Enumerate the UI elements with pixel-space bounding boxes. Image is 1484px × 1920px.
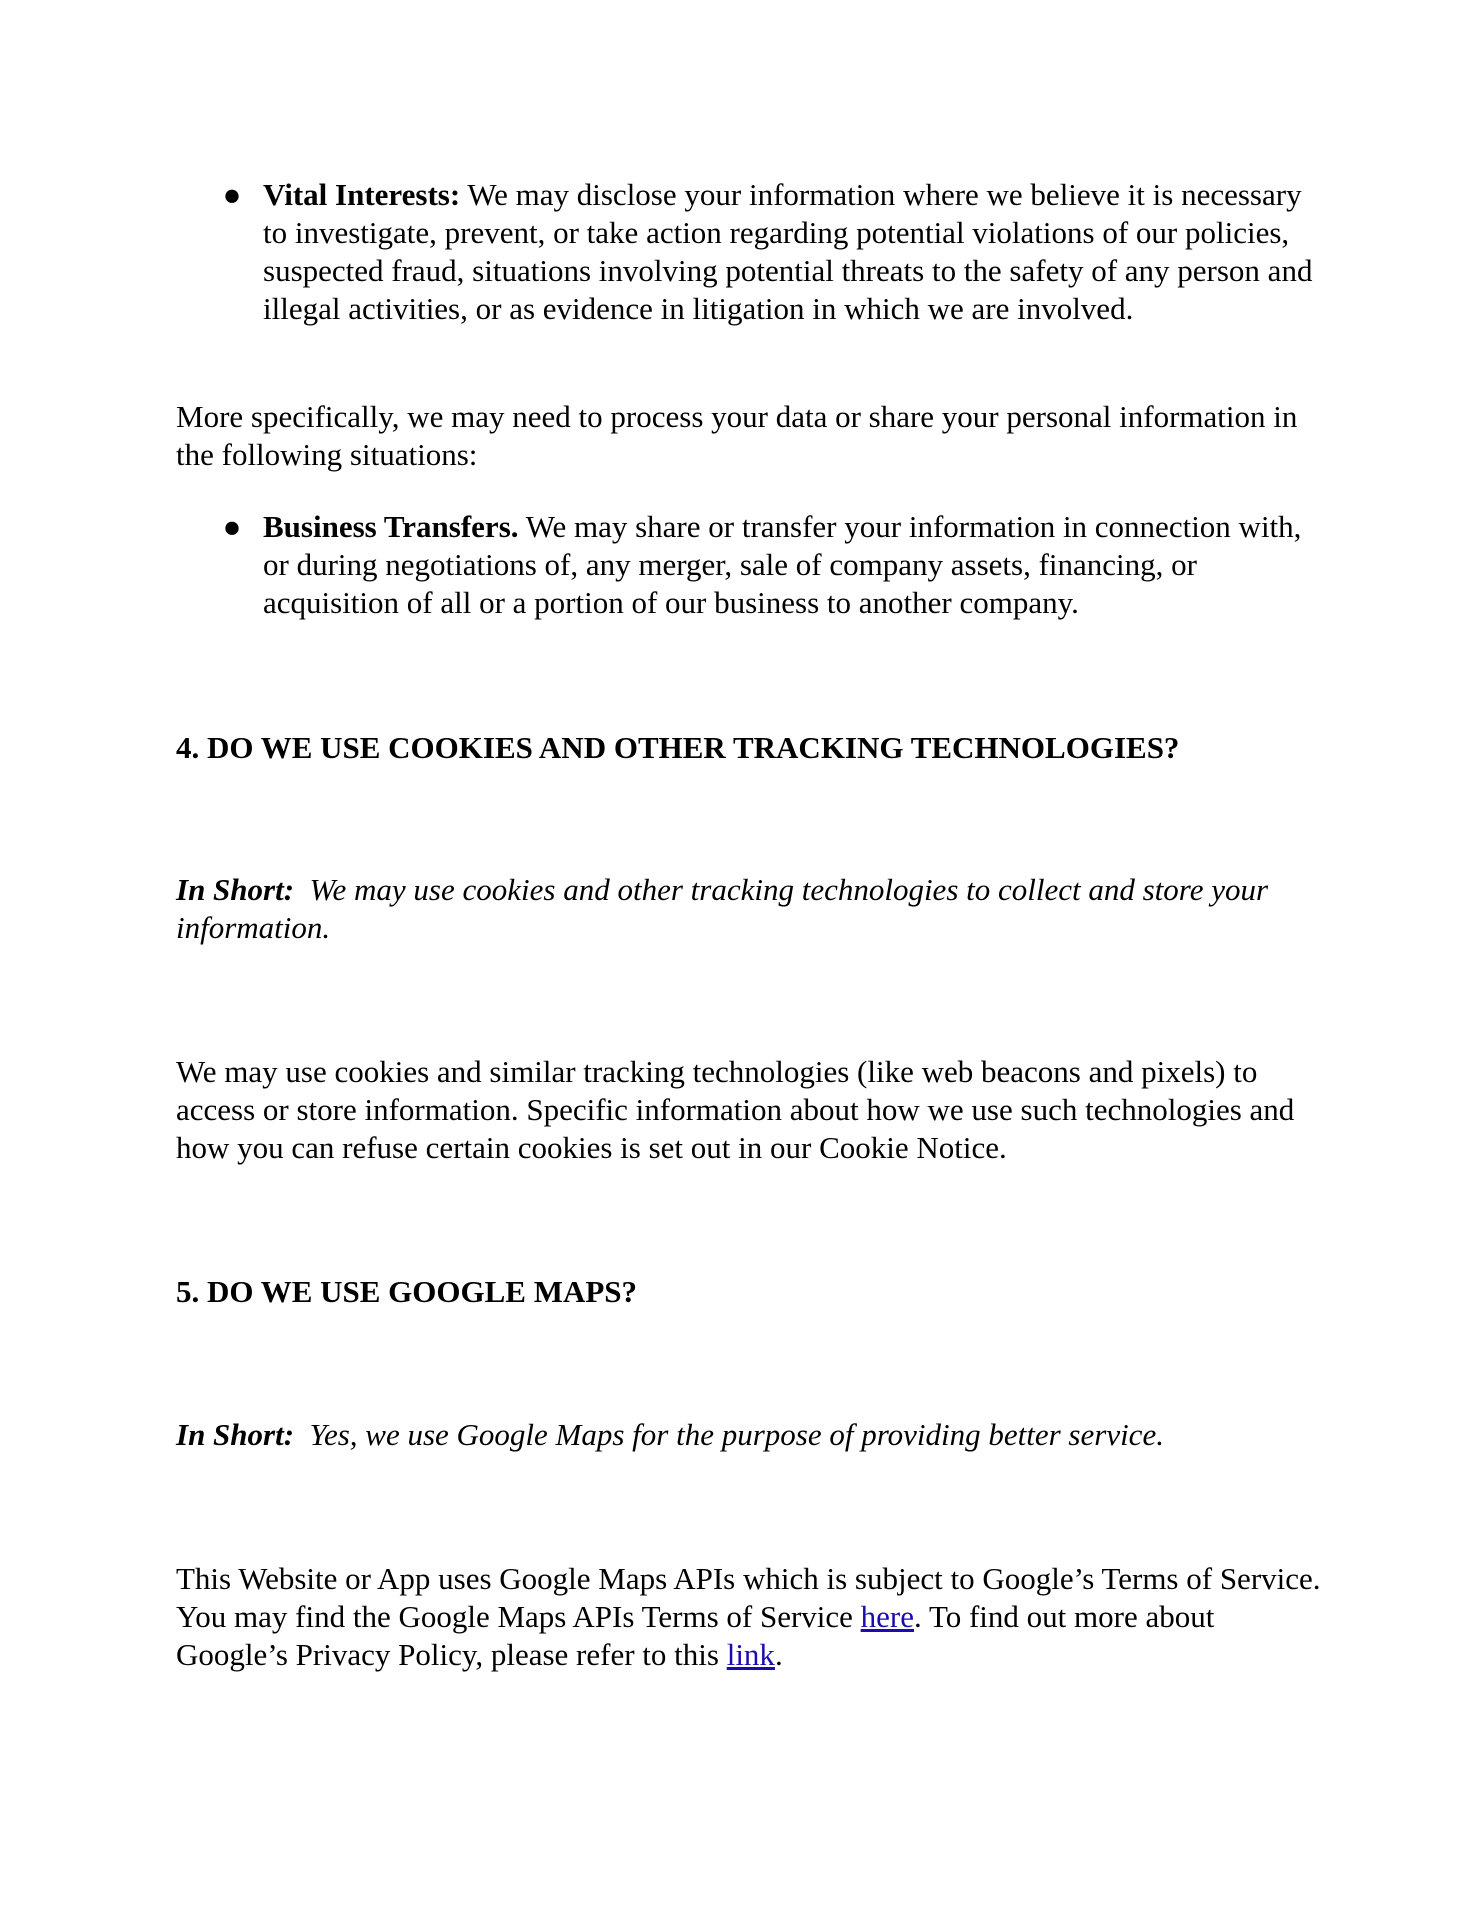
- bullet-business-transfers-body: We may share or transfer your information in connection with, or during negotiations of, any merger, sale of company assets, financing, or acquisition of all or a portion of our business to another company.: [263, 509, 1302, 620]
- section-4-body: We may use cookies and similar tracking technologies (like web beacons and pixels) to access or store information. Specific information about how we use such technologies and how you can refuse certain cookies is set out in our Cookie Notice.: [176, 1054, 1295, 1165]
- bullet-business-transfers: [176, 508, 1326, 622]
- bullet-vital-interests-body: We may disclose your information where we believe it is necessary to investigate, prevent, or take action regarding potential violations of our policies, suspected fraud, situations involving potential threats to the safety of any person and illegal activities, or as evidence in litigation in which we are involved.: [263, 177, 1313, 326]
- section-5-body-part1: This Website or App uses Google Maps APIs which is subject to Google’s Terms of Service. You may find the Google Maps APIs Terms of Service: [176, 1561, 1321, 1634]
- google-privacy-policy-link[interactable]: link: [726, 1637, 775, 1672]
- bullet-business-transfers-label: Business Transfers.: [263, 509, 519, 544]
- intro-paragraph: More specifically, we may need to process your data or share your personal information in the following situations:: [176, 399, 1298, 472]
- section-4-in-short: [176, 871, 1326, 947]
- bullet-business-transfers-text: [263, 508, 1326, 622]
- section-5-body-part2: . To find out more about Google’s Privacy Policy, please refer to this: [176, 1599, 1215, 1672]
- bullet-icon: ●: [222, 509, 242, 544]
- google-maps-terms-link[interactable]: here: [860, 1599, 915, 1634]
- section-5-body: [176, 1560, 1326, 1674]
- section-5-in-short-label: In Short:: [176, 1417, 295, 1452]
- section-5-body-part3: .: [774, 1637, 783, 1672]
- bullet-vital-interests: [176, 176, 1326, 366]
- section-5-in-short: [176, 1416, 1326, 1454]
- section-5-in-short-text: Yes, we use Google Maps for the purpose of providing better service.: [309, 1417, 1164, 1452]
- section-5-heading: 5. DO WE USE GOOGLE MAPS?: [176, 1274, 638, 1309]
- bullet-vital-interests-label: Vital Interests:: [263, 177, 461, 212]
- bullet-vital-interests-text: [263, 176, 1326, 328]
- bullet-icon: ●: [222, 177, 242, 212]
- section-4-heading: 4. DO WE USE COOKIES AND OTHER TRACKING TECHNOLOGIES?: [176, 730, 1180, 765]
- section-4-in-short-label: In Short:: [176, 872, 295, 907]
- section-4-in-short-text: We may use cookies and other tracking technologies to collect and store your information.: [176, 872, 1269, 945]
